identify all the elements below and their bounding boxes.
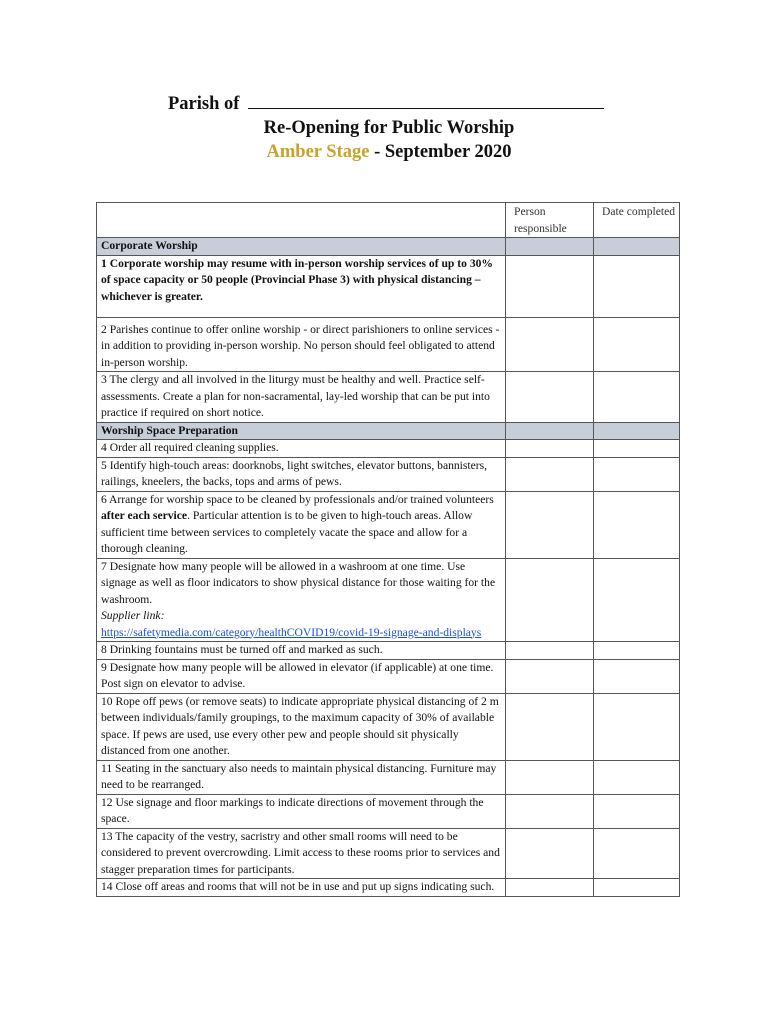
item-text: 5 Identify high-touch areas: doorknobs, light switches, elevator buttons, bannisters, railings, kneelers, the backs, tops and arms of pews. xyxy=(97,457,506,491)
date-cell[interactable] xyxy=(594,642,680,660)
document-title: Re-Opening for Public Worship xyxy=(263,118,515,138)
person-cell[interactable] xyxy=(506,457,594,491)
parish-line xyxy=(168,92,604,115)
section-title: Corporate Worship xyxy=(97,238,506,256)
item-text xyxy=(97,558,506,642)
date-cell[interactable] xyxy=(594,491,680,558)
date-cell[interactable] xyxy=(594,372,680,423)
person-cell[interactable] xyxy=(506,372,594,423)
table-row xyxy=(97,760,680,794)
table-row xyxy=(97,558,680,642)
date-cell[interactable] xyxy=(594,317,680,372)
person-cell[interactable] xyxy=(506,794,594,828)
date-cell[interactable] xyxy=(594,457,680,491)
table-row xyxy=(97,317,680,372)
header-blank-cell xyxy=(97,203,506,238)
table-row xyxy=(97,794,680,828)
supplier-link[interactable]: https://safetymedia.com/category/healthCOVID19/covid-19-signage-and-displays xyxy=(101,625,482,639)
person-cell[interactable] xyxy=(506,255,594,317)
table-row xyxy=(97,457,680,491)
item-text: 9 Designate how many people will be allowed in elevator (if applicable) at one time. Post sign on elevator to advise. xyxy=(97,659,506,693)
item-emphasis: after each service xyxy=(101,509,188,522)
date-cell[interactable] xyxy=(594,659,680,693)
item-text: 1 Corporate worship may resume with in-person worship services of up to 30% of space capacity or 50 people (Provincial Phase 3) with physical distancing – whichever is greater. xyxy=(97,255,506,317)
item-text-part: 6 Arrange for worship space to be cleaned by professionals and/or trained volunteers xyxy=(101,492,494,506)
item-text: 8 Drinking fountains must be turned off and marked as such. xyxy=(97,642,506,660)
person-cell[interactable] xyxy=(506,558,594,642)
item-text: 12 Use signage and floor markings to indicate directions of movement through the space. xyxy=(97,794,506,828)
section-row-corporate xyxy=(97,238,680,256)
item-text: 4 Order all required cleaning supplies. xyxy=(97,440,506,458)
table-row xyxy=(97,693,680,760)
document-subtitle xyxy=(0,142,770,163)
person-cell[interactable] xyxy=(506,491,594,558)
person-cell[interactable] xyxy=(506,659,594,693)
table-row xyxy=(97,828,680,879)
section-row-space xyxy=(97,422,680,440)
section-title: Worship Space Preparation xyxy=(97,422,506,440)
item-text: 10 Rope off pews (or remove seats) to indicate appropriate physical distancing of 2 m between individuals/family groupings, to the maximum capacity of 30% of available space. If pews are used, use every other pew and people should sit physically distanced from one another. xyxy=(97,693,506,760)
date-cell[interactable] xyxy=(594,794,680,828)
item-text-part: 7 Designate how many people will be allowed in a washroom at one time. Use signage as well as floor indicators to show physical distance for those waiting for the washroom. xyxy=(101,559,496,606)
date-cell[interactable] xyxy=(594,760,680,794)
parish-label: Parish of xyxy=(168,94,240,114)
table-row xyxy=(97,491,680,558)
item-text: 11 Seating in the sanctuary also needs to maintain physical distancing. Furniture may need to be rearranged. xyxy=(97,760,506,794)
stage-suffix: - September 2020 xyxy=(369,142,512,162)
item-text: 2 Parishes continue to offer online worship - or direct parishioners to online services - in addition to providing in-person worship. No person should feel obligated to attend in-person worship. xyxy=(97,317,506,372)
item-text-part: . Particular attention is to be given to high-touch areas. Allow sufficient time between services to completely vacate the space and allow for a thorough cleaning. xyxy=(101,509,473,555)
item-text: 13 The capacity of the vestry, sacristry and other small rooms will need to be considered to prevent overcrowding. Limit access to these rooms prior to services and stagger preparation times for participants. xyxy=(97,828,506,879)
table-row xyxy=(97,255,680,317)
table-row xyxy=(97,642,680,660)
table-row xyxy=(97,372,680,423)
date-cell[interactable] xyxy=(594,558,680,642)
table-row xyxy=(97,879,680,897)
item-text: 3 The clergy and all involved in the liturgy must be healthy and well. Practice self-assessments. Create a plan for non-sacramental, lay-led worship that can be put into practice if required on short notice. xyxy=(97,372,506,423)
column-header-person: Person responsible xyxy=(506,203,594,238)
person-cell[interactable] xyxy=(506,693,594,760)
stage-name: Amber Stage xyxy=(266,142,370,162)
supplier-label: Supplier link: xyxy=(101,609,165,622)
table-row xyxy=(97,659,680,693)
checklist-table xyxy=(96,202,680,897)
column-header-date: Date completed xyxy=(594,203,680,238)
date-cell[interactable] xyxy=(594,440,680,458)
date-cell[interactable] xyxy=(594,255,680,317)
person-cell[interactable] xyxy=(506,828,594,879)
date-cell[interactable] xyxy=(594,693,680,760)
person-cell[interactable] xyxy=(506,642,594,660)
item-text: 14 Close off areas and rooms that will not be in use and put up signs indicating such. xyxy=(97,879,506,897)
person-cell[interactable] xyxy=(506,440,594,458)
table-row xyxy=(97,440,680,458)
person-cell[interactable] xyxy=(506,760,594,794)
person-cell[interactable] xyxy=(506,879,594,897)
person-cell[interactable] xyxy=(506,317,594,372)
parish-name-blank[interactable] xyxy=(248,92,604,109)
item-text xyxy=(97,491,506,558)
date-cell[interactable] xyxy=(594,879,680,897)
table-header-row xyxy=(97,203,680,238)
date-cell[interactable] xyxy=(594,828,680,879)
